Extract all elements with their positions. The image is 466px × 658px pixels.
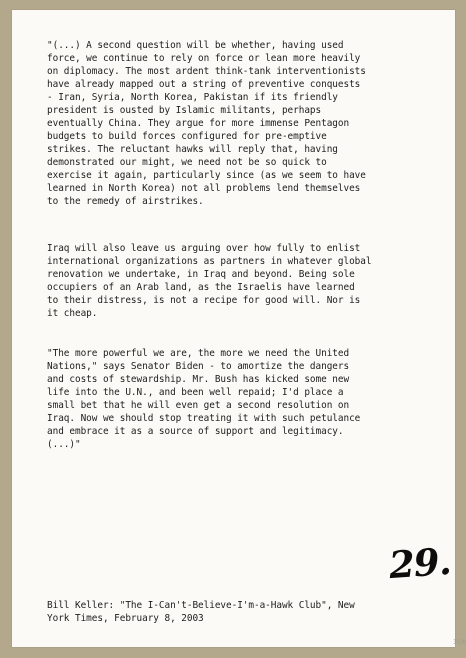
paragraph-3: "The more powerful we are, the more we need the United Nations," says Senator Biden - to amortize the dangers and costs of stewardship. Mr. Bush has kicked some new life into the U.N., and been well repaid; I'd place a small bet that he will even get a second resolution on Iraq. Now we should stop treating it with such petulance and embrace it as a source of support and legitimacy. (...)" [47,348,361,450]
paragraph-1: "(...) A second question will be whether, having used force, we continue to rely on force or lean more heavily on diplomacy. The most ardent think-tank interventionists have already mapped out a string of preventive conquests - Iran, Syria, North Korea, Pakistan if its friendly president is ousted by Islamic militants, perhaps eventually China. They argue for more immense Pentagon budgets to build forces configured for pre-emptive strikes. The reluctant hawks will reply that, having demonstrated our might, we need not be so quick to exercise it again, particularly since (as we seem to have learned in North Korea) not all problems lend themselves to the remedy of airstrikes. [47,40,366,207]
paragraph-2: Iraq will also leave us arguing over how fully to enlist international organizations as partners in whatever global renovation we undertake, in Iraq and beyond. Being sole occupiers of an Arab land, as the Israelis have learned to their distress, is not a recipe for good will. Nor is it cheap. [47,243,372,319]
document-page [12,10,466,647]
source-attribution: Bill Keller: "The I-Can't-Believe-I'm-a-Hawk Club", New York Times, February 8, 2003 [47,600,355,624]
corner-mark: 35/0 [453,639,466,646]
handwritten-page-number: 29. [387,538,452,588]
